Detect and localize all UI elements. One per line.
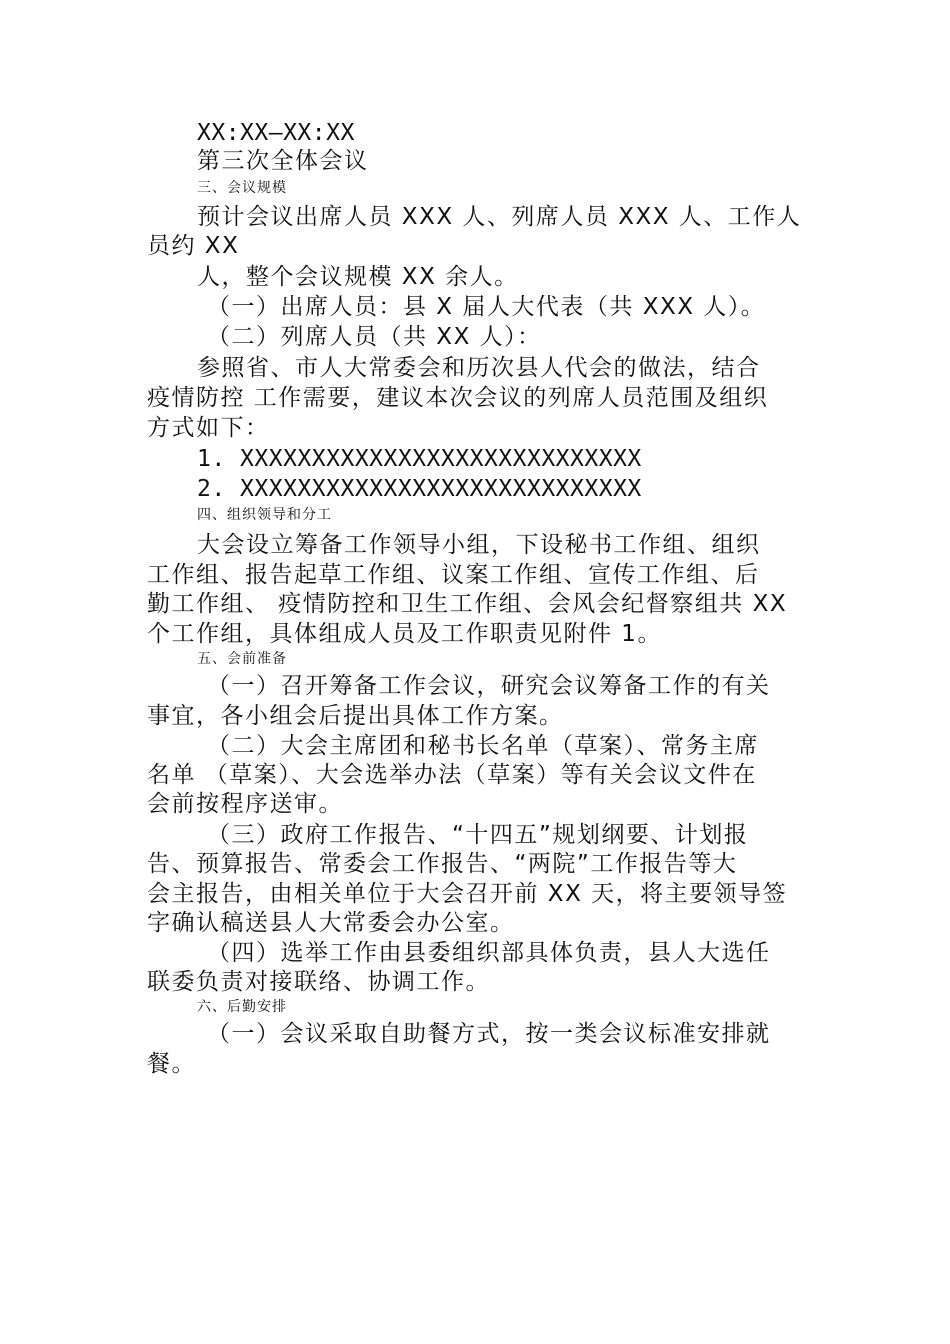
paragraph-line: 参照省、市人大常委会和历次县人代会的做法，结合 [197,355,761,381]
paragraph-line: 方式如下： [147,415,270,441]
paragraph-line: 疫情防控 工作需要，建议本次会议的列席人员范围及组织 [147,385,769,411]
paragraph-line: （二）大会主席团和秘书长名单（草案）、常务主席 [207,733,759,759]
paragraph-line: （二）列席人员（共 XX 人）： [207,324,542,350]
paragraph-line: 个工作组，具体组成人员及工作职责见附件 1。 [147,621,662,647]
paragraph-line: 员约 XX [147,233,240,259]
section-heading-preparation: 五、会前准备 [197,651,287,667]
paragraph-line: 字确认稿送县人大常委会办公室。 [147,910,515,936]
paragraph-line: 会前按程序送审。 [147,791,343,817]
paragraph-line: 事宜，各小组会后提出具体工作方案。 [147,703,564,729]
time-range: XX:XX—XX:XX [197,120,355,146]
paragraph-line: 大会设立筹备工作领导小组，下设秘书工作组、组织 [197,532,761,558]
list-item: 1. XXXXXXXXXXXXXXXXXXXXXXXXXXXX [197,446,642,472]
paragraph-line: （一）召开筹备工作会议，研究会议筹备工作的有关 [207,673,771,699]
paragraph-line: （一）出席人员：县 X 届人大代表（共 XXX 人）。 [207,294,766,320]
paragraph-line: 告、预算报告、常委会工作报告、“两院”工作报告等大 [147,851,738,877]
paragraph-line: 会主报告，由相关单位于大会召开前 XX 天，将主要领导签 [147,881,788,907]
paragraph-line: 勤工作组、 疫情防控和卫生工作组、会风会纪督察组共 XX [147,591,788,617]
section-heading-leadership: 四、组织领导和分工 [197,507,332,523]
paragraph-line: 名单 （草案）、大会选举办法（草案）等有关会议文件在 [147,762,757,788]
paragraph-line: （四）选举工作由县委组织部具体负责，县人大选任 [207,940,771,966]
paragraph-line: 餐。 [147,1051,196,1077]
section-heading-scale: 三、会议规模 [197,180,287,196]
paragraph-line: （三）政府工作报告、“十四五”规划纲要、计划报 [207,822,749,848]
session-title: 第三次全体会议 [197,148,369,174]
paragraph-line: 人，整个会议规模 XX 余人。 [197,264,519,290]
paragraph-line: 工作组、报告起草工作组、议案工作组、宣传工作组、后 [147,562,760,588]
paragraph-line: 预计会议出席人员 XXX 人、列席人员 XXX 人、工作人 [197,204,802,230]
section-heading-logistics: 六、后勤安排 [197,999,287,1015]
list-item: 2. XXXXXXXXXXXXXXXXXXXXXXXXXXXX [197,476,642,502]
paragraph-line: （一）会议采取自助餐方式，按一类会议标准安排就 [207,1021,771,1047]
paragraph-line: 联委负责对接联络、协调工作。 [147,969,490,995]
